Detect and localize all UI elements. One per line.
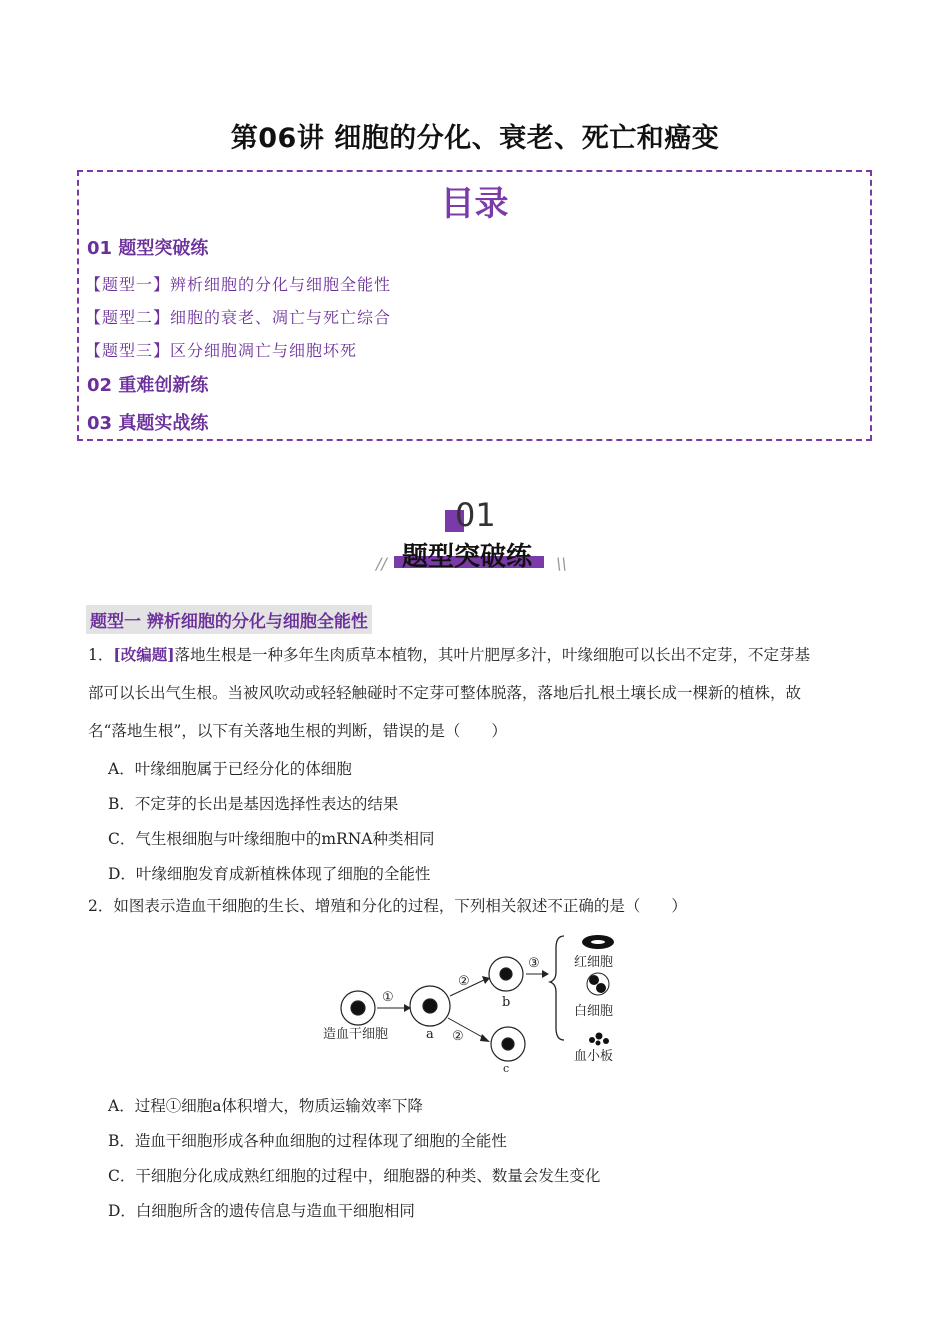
brace-icon [550, 936, 564, 1040]
question-1-option-c[interactable]: C．气生根细胞与叶缘细胞中的mRNA种类相同 [108, 830, 435, 848]
question-2-option-c[interactable]: C．干细胞分化成成熟红细胞的过程中，细胞器的种类、数量会发生变化 [108, 1167, 601, 1185]
platelet-icon [589, 1033, 609, 1046]
section-title: 题型突破练 [402, 542, 533, 572]
question-1-stem [88, 636, 868, 750]
toc-section-03[interactable]: 03 真题实战练 [87, 413, 209, 434]
toc-heading: 目录 [440, 184, 509, 224]
toc-item-type2[interactable]: 【题型二】细胞的衰老、凋亡与死亡综合 [85, 308, 392, 327]
blood-cell-differentiation-diagram [318, 928, 638, 1078]
question-2-option-a[interactable]: A．过程①细胞a体积增大，物质运输效率下降 [108, 1097, 423, 1115]
stem-cell-label: 造血干细胞 [323, 1027, 389, 1042]
question-1-line1: 落地生根是一种多年生肉质草本植物，其叶片肥厚多汁，叶缘细胞可以长出不定芽，不定芽基 [174, 646, 811, 664]
toc-item-type3[interactable]: 【题型三】区分细胞凋亡与细胞坏死 [85, 341, 358, 360]
step-1-label: ① [382, 990, 394, 1005]
step-2a-label: ② [458, 974, 470, 989]
question-1-line3: 名“落地生根”，以下有关落地生根的判断，错误的是（ ） [88, 722, 507, 740]
question-1-number: 1． [88, 646, 114, 664]
question-2-stem: 2．如图表示造血干细胞的生长、增殖和分化的过程，下列相关叙述不正确的是（ ） [88, 897, 687, 915]
question-1-option-b[interactable]: B．不定芽的长出是基因选择性表达的结果 [108, 795, 399, 813]
question-1-option-d[interactable]: D．叶缘细胞发育成新植株体现了细胞的全能性 [108, 865, 431, 883]
section-number: 01 [455, 496, 496, 534]
cell-b-label: b [502, 995, 511, 1010]
stem-cell [341, 991, 375, 1025]
question-1-option-a[interactable]: A．叶缘细胞属于已经分化的体细胞 [108, 760, 352, 778]
cell-c-label: c [503, 1062, 510, 1075]
cell-c [491, 1027, 525, 1061]
toc-section-02[interactable]: 02 重难创新练 [87, 375, 209, 396]
cell-b [489, 957, 523, 991]
step-2b-label: ② [452, 1029, 464, 1044]
wbc-label: 白细胞 [574, 1004, 614, 1019]
toc-section-01[interactable]: 01 题型突破练 [87, 238, 209, 259]
question-1-tag: [改编题] [113, 645, 175, 664]
page-title: 第06讲 细胞的分化、衰老、死亡和癌变 [230, 123, 720, 154]
cell-a-label: a [426, 1027, 434, 1042]
banner-deco-left: // [376, 554, 387, 573]
white-blood-cell-icon [587, 973, 609, 995]
question-2-option-b[interactable]: B．造血干细胞形成各种血细胞的过程体现了细胞的全能性 [108, 1132, 507, 1150]
question-2-option-d[interactable]: D．白细胞所含的遗传信息与造血干细胞相同 [108, 1202, 415, 1220]
cell-a [410, 986, 450, 1026]
platelet-label: 血小板 [574, 1049, 614, 1064]
type-heading: 题型一 辨析细胞的分化与细胞全能性 [86, 605, 372, 634]
table-of-contents [77, 170, 872, 441]
question-1-line2: 部可以长出气生根。当被风吹动或轻轻触碰时不定芽可整体脱落，落地后扎根土壤长成一棵新的植株，故 [88, 684, 802, 702]
toc-item-type1[interactable]: 【题型一】辨析细胞的分化与细胞全能性 [85, 275, 392, 294]
banner-deco-right: \\ [556, 554, 567, 573]
step-3-label: ③ [528, 956, 540, 971]
rbc-label: 红细胞 [574, 955, 614, 970]
